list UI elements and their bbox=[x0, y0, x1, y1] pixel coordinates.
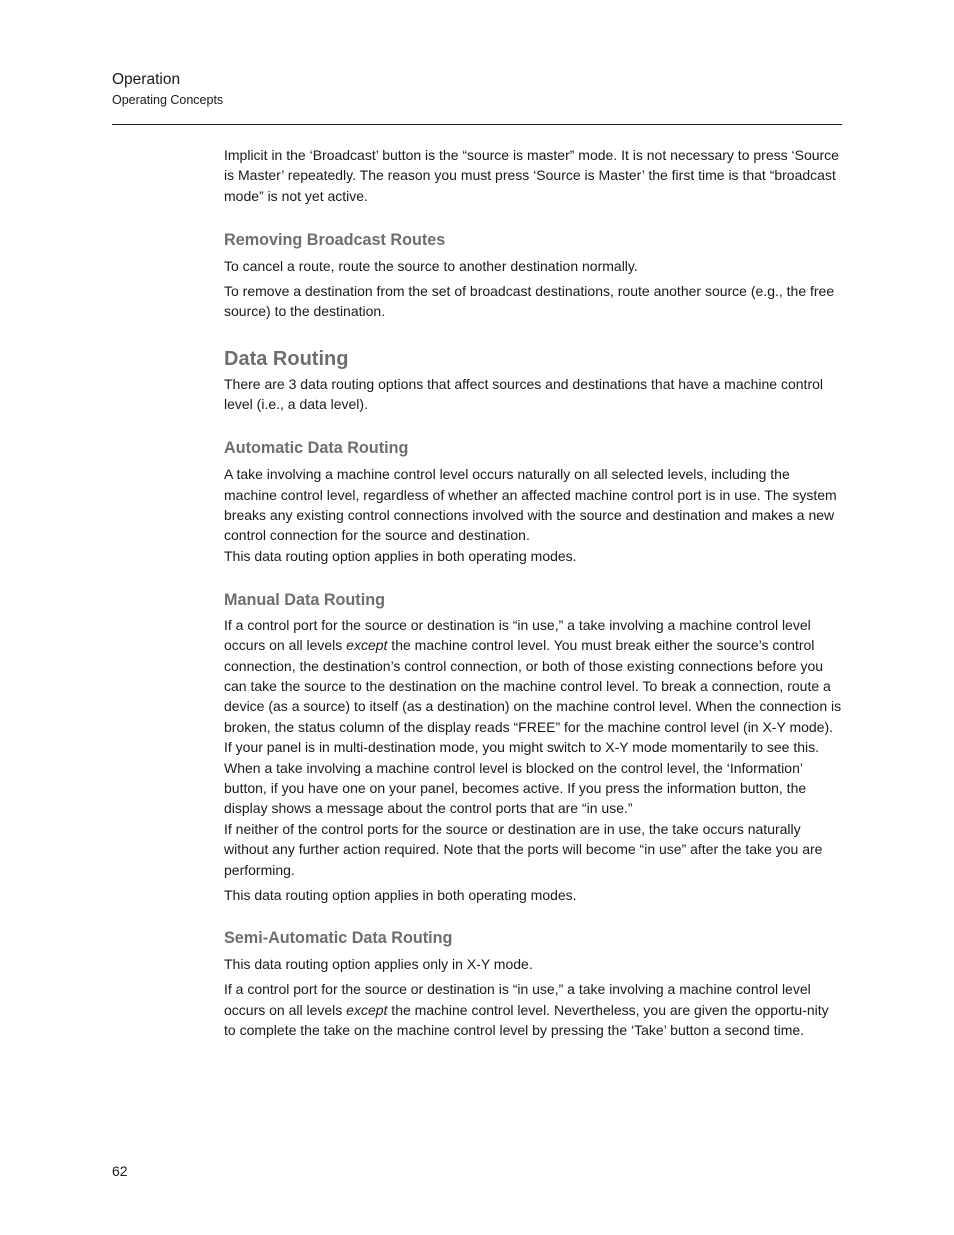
manual-paragraph-1 bbox=[224, 615, 842, 758]
automatic-paragraph-2: This data routing option applies in both operating modes. bbox=[224, 547, 577, 564]
automatic-paragraph-1: A take involving a machine control level occurs naturally on all selected levels, including the machine control level, regardless of whether an affected machine control port is in use. The system breaks any existing control connections involved with the source and destination and makes a new control connection for the source and destination. bbox=[224, 466, 837, 544]
manual-p1-before: If a control port for the source or destination is “in use,” a take involving a machine control level occurs on all levels bbox=[224, 616, 811, 654]
manual-p1-after: the machine control level. You must break either the source’s control connection, the destination’s control connection, or both of those existing connections before you can take the source to the destination on the machine control level. To break a connection, route a device (as a source) to itself (as a destination) on the machine control level. When the connection is broken, the status column of the display reads “FREE” for the machine control level (in X-Y mode). If your panel is in multi-destination mode, you might switch to X-Y mode momentarily to see this. bbox=[224, 637, 842, 756]
data-routing-intro: There are 3 data routing options that affect sources and destinations that have a machine control level (i.e., a data level). bbox=[224, 375, 824, 413]
semi-paragraph-2 bbox=[224, 979, 842, 1040]
header-rule bbox=[112, 124, 842, 125]
heading-removing-broadcast-routes: Removing Broadcast Routes bbox=[224, 230, 446, 249]
heading-manual-data-routing: Manual Data Routing bbox=[224, 590, 385, 609]
manual-paragraph-3: If neither of the control ports for the source or destination are in use, the take occurs naturally without any further action required. Note that the ports will become “in use” after the take you are performing. bbox=[224, 820, 823, 878]
semi-p2-before: If a control port for the source or destination is “in use,” a take involving a machine control level occurs on all levels bbox=[224, 981, 811, 1018]
running-header-subsection: Operating Concepts bbox=[112, 93, 224, 107]
heading-automatic-data-routing: Automatic Data Routing bbox=[224, 439, 409, 458]
manual-p1-emphasis: except bbox=[346, 637, 388, 654]
semi-p2-emphasis: except bbox=[346, 1001, 388, 1018]
heading-data-routing: Data Routing bbox=[224, 347, 349, 370]
intro-paragraph: Implicit in the ‘Broadcast’ button is the “source is master” mode. It is not necessary to press ‘Source is Master’ repeatedly. The reason you must press ‘Source is Master’ the first time is that “broadcast mode” is not yet active. bbox=[224, 147, 839, 204]
removing-paragraph-1: To cancel a route, route the source to another destination normally. bbox=[224, 257, 638, 274]
heading-semi-automatic-data-routing: Semi-Automatic Data Routing bbox=[224, 929, 453, 948]
semi-p2-after: the machine control level. Nevertheless, you are given the opportu-nity to complete the take on the machine control level by pressing the ‘Take’ button a second time. bbox=[224, 1001, 829, 1039]
manual-paragraph-2: When a take involving a machine control level is blocked on the control level, the ‘Information’ button, if you have one on your panel, becomes active. If you press the information button, the display shows a message about the control ports that are “in use.” bbox=[224, 759, 807, 817]
manual-paragraph-4: This data routing option applies in both operating modes. bbox=[224, 886, 577, 903]
removing-paragraph-2: To remove a destination from the set of broadcast destinations, route another source (e.g., the free source) to the destination. bbox=[224, 282, 835, 320]
semi-paragraph-1: This data routing option applies only in X-Y mode. bbox=[224, 956, 533, 973]
running-header-section: Operation bbox=[112, 71, 181, 88]
page-number: 62 bbox=[112, 1163, 128, 1179]
page-content bbox=[224, 145, 842, 1045]
